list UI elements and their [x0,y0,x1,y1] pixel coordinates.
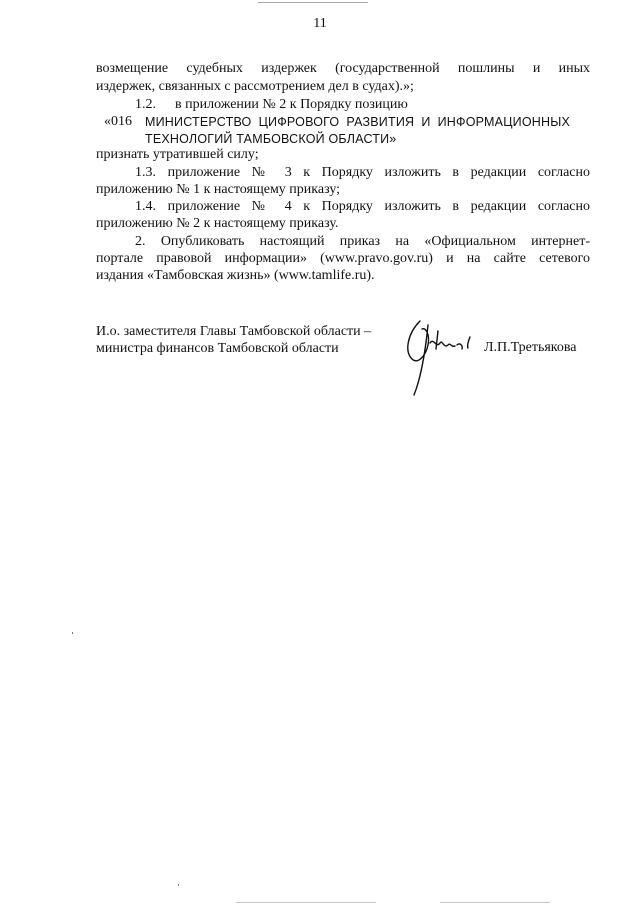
signatory-title-line-2: министра финансов Тамбовской области [96,341,339,356]
item-1-2-text: в приложении № 2 к Порядку позицию [175,97,408,112]
scan-mark-top [258,2,368,3]
scan-speck [72,632,73,634]
item-2-line-1: 2. Опубликовать настоящий приказ на «Официальном интернет- [135,234,590,249]
paragraph-continuation-line-1: возмещение судебных издержек (государственной пошлины и иных [96,61,590,76]
scan-mark-bottom [236,902,376,903]
scan-mark-bottom [440,902,550,903]
handwritten-signature [400,315,480,405]
page-number: 11 [313,16,327,31]
item-2-line-2: портале правовой информации» (www.pravo.gov.ru) и на сайте сетевого [96,251,590,266]
item-1-4-line-1: 1.4. приложение № 4 к Порядку изложить в редакции согласно [135,199,590,214]
item-1-3-line-2: приложению № 1 к настоящему приказу; [96,182,341,197]
position-name-line-2: ТЕХНОЛОГИЙ ТАМБОВСКОЙ ОБЛАСТИ» [145,132,397,146]
item-1-2-number: 1.2. [135,97,156,112]
signatory-title-line-1: И.о. заместителя Главы Тамбовской области – [96,324,372,339]
item-2-line-3: издания «Тамбовская жизнь» (www.tamlife.ru). [96,268,375,283]
paragraph-continuation-line-2: издержек, связанных с рассмотрением дел в судах).»; [96,79,414,94]
position-name-line-1: МИНИСТЕРСТВО ЦИФРОВОГО РАЗВИТИЯ И ИНФОРМАЦИОННЫХ [145,115,570,129]
item-1-3-line-1: 1.3. приложение № 3 к Порядку изложить в редакции согласно [135,165,590,180]
scan-speck [178,884,179,886]
invalidate-text: признать утратившей силу; [96,147,259,162]
item-1-4-line-2: приложению № 2 к настоящему приказу. [96,216,339,231]
signatory-name: Л.П.Третьякова [484,340,577,355]
position-code: «016 [104,114,132,129]
